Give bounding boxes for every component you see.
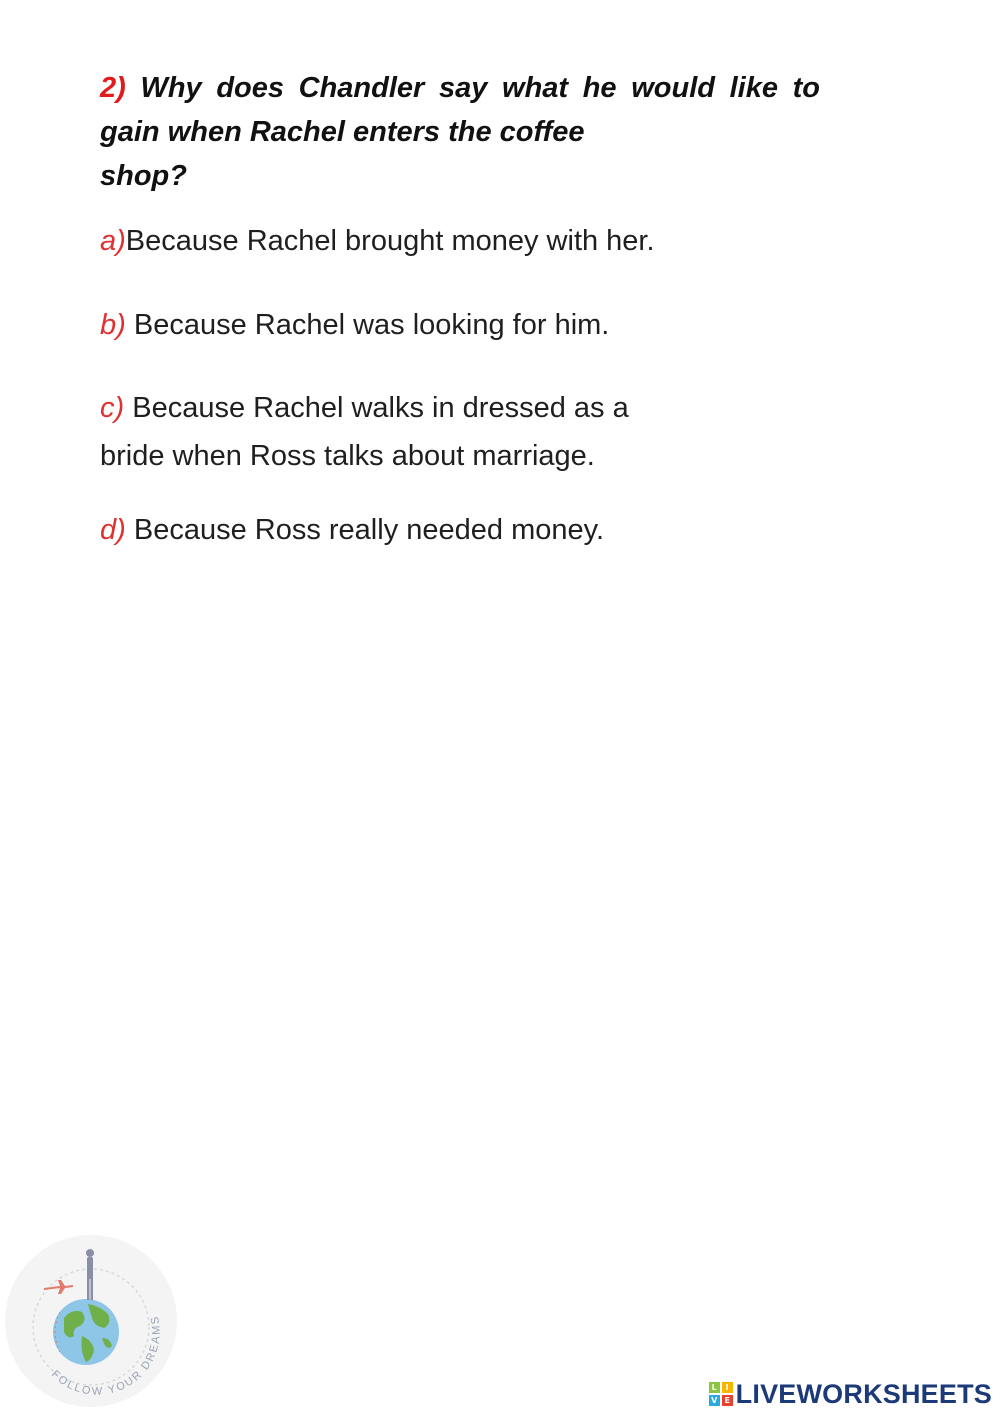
question-heading [100,66,820,198]
question-text-line-1: Why does Chandler say what he would like to [140,72,821,104]
logo-square-i: I [722,1382,733,1393]
answer-option-c[interactable] [100,384,700,480]
liveworksheets-squares-icon [709,1382,733,1406]
logo-square-e: E [722,1395,733,1406]
logo-square-l: L [709,1382,720,1393]
answer-option-b[interactable] [100,301,609,349]
option-text-c: Because Rachel walks in dressed as a bride when Ross talks about marriage. [100,392,629,472]
option-text-d: Because Ross really needed money. [125,514,605,546]
logo-square-v: V [709,1395,720,1406]
option-letter-d: d) [100,514,126,546]
question-text-line-2: gain when Rachel enters the coffee [100,116,585,148]
liveworksheets-wordmark: LIVEWORKSHEETS [735,1378,992,1409]
option-text-a: Because Rachel brought money with her. [125,225,655,257]
question-line-1 [100,66,820,110]
option-letter-a: a) [100,225,126,257]
question-number: 2) [100,72,126,104]
option-letter-c: c) [100,392,125,424]
option-letter-b: b) [100,309,126,341]
globe-icon [53,1299,119,1365]
answer-option-d[interactable] [100,506,604,554]
liveworksheets-logo[interactable] [709,1376,992,1412]
answer-option-a[interactable] [100,217,655,265]
question-text-line-3: shop? [100,160,187,192]
follow-your-dreams-badge [2,1232,180,1410]
badge-text-path: FOLLOW YOUR DREAMS [48,1313,163,1398]
option-text-b: Because Rachel was looking for him. [125,309,610,341]
